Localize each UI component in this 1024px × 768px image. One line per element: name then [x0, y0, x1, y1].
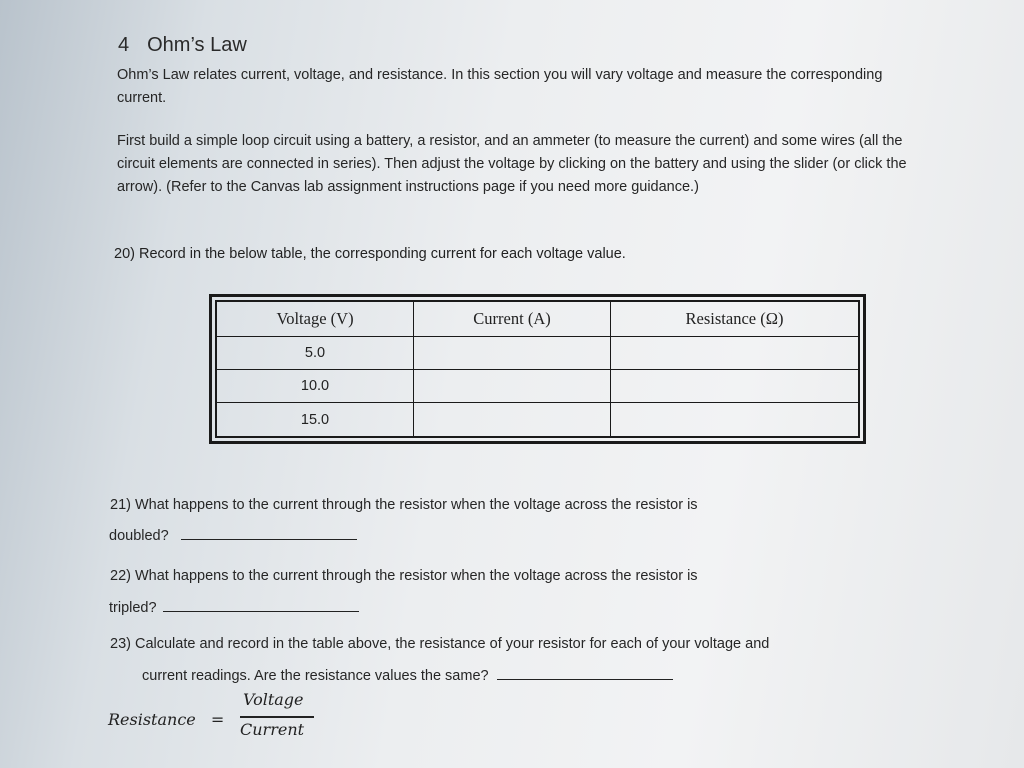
question-23-text: current readings. Are the resistance values the same?	[142, 668, 489, 684]
section-number: 4	[118, 34, 130, 56]
section-title: Ohm’s Law	[147, 34, 247, 56]
table-header-row	[216, 301, 859, 337]
formula-lhs	[108, 710, 224, 729]
formula-denominator: Current	[240, 720, 305, 739]
question-23-line1: 23) Calculate and record in the table above, the resistance of your resistor for each of your voltage and	[110, 636, 770, 652]
answer-22-blank[interactable]	[163, 610, 359, 612]
resistance-cell[interactable]	[611, 337, 859, 370]
formula-equals: =	[210, 710, 225, 729]
formula-numerator: Voltage	[243, 690, 304, 709]
current-cell[interactable]	[414, 337, 611, 370]
current-cell[interactable]	[414, 370, 611, 403]
resistance-cell[interactable]	[611, 370, 859, 403]
question-21-word: doubled?	[109, 528, 169, 544]
question-23-line2	[142, 668, 673, 684]
question-20: 20) Record in the below table, the corresponding current for each voltage value.	[114, 246, 626, 262]
table-row	[216, 337, 859, 370]
question-21-line1: 21) What happens to the current through the resistor when the voltage across the resistor is	[110, 497, 698, 513]
header-voltage: Voltage (V)	[216, 301, 414, 337]
question-22-line1: 22) What happens to the current through the resistor when the voltage across the resistor is	[110, 568, 698, 584]
answer-21-blank[interactable]	[181, 538, 357, 540]
question-22-line2	[109, 600, 359, 616]
voltage-cell: 5.0	[216, 337, 414, 370]
answer-23-blank[interactable]	[497, 678, 673, 680]
voltage-cell: 15.0	[216, 403, 414, 437]
voltage-cell: 10.0	[216, 370, 414, 403]
intro-paragraph: Ohm’s Law relates current, voltage, and resistance. In this section you will vary voltage and measure the corresponding current.	[117, 67, 883, 106]
table-row	[216, 370, 859, 403]
data-table	[215, 300, 860, 438]
header-resistance: Resistance (Ω)	[611, 301, 859, 337]
instructions-paragraph: First build a simple loop circuit using a battery, a resistor, and an ammeter (to measure the current) and some wires (all the circuit elements are connected in series). Then adjust the voltage by clicking on the battery and using the slider (or click the arrow). (Refer to the Canvas lab assignment instructions page if you need more guidance.)	[117, 133, 907, 195]
resistance-cell[interactable]	[611, 403, 859, 437]
table-row	[216, 403, 859, 437]
header-current: Current (A)	[414, 301, 611, 337]
section-heading	[118, 34, 247, 57]
fraction-bar	[240, 716, 314, 718]
question-21-line2	[109, 528, 357, 544]
data-table-frame	[209, 294, 866, 444]
current-cell[interactable]	[414, 403, 611, 437]
question-22-word: tripled?	[109, 600, 157, 616]
formula-resistance: Resistance	[108, 710, 196, 729]
